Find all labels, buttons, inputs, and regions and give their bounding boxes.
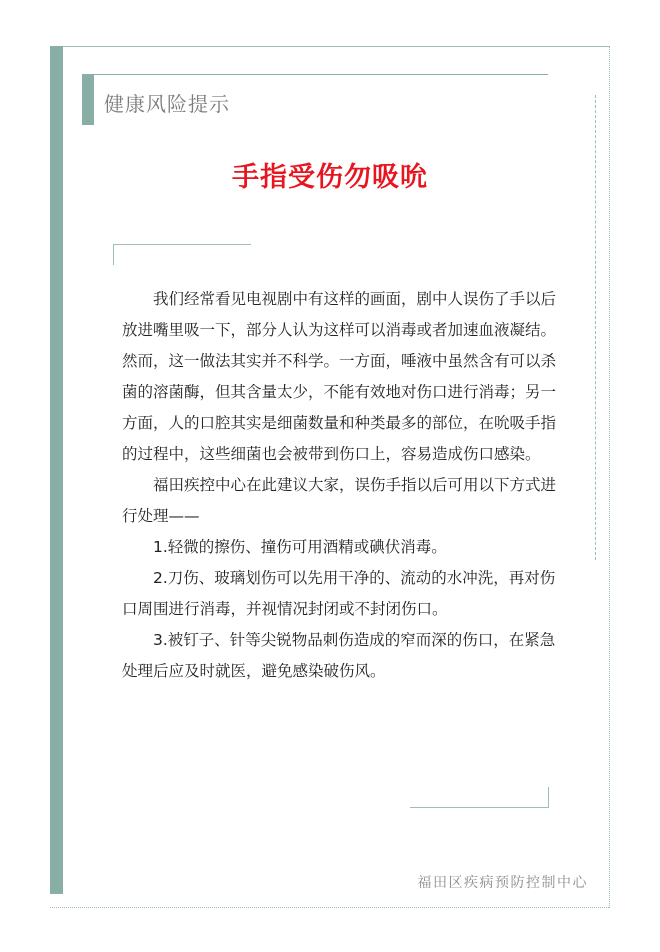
top-border-line bbox=[63, 46, 609, 47]
bottom-dotted-border bbox=[50, 907, 609, 908]
section-title: 健康风险提示 bbox=[104, 92, 230, 116]
section-header-line bbox=[94, 74, 548, 75]
advice-item-2: 2.刀伤、玻璃划伤可以先用干净的、流动的水冲洗，再对伤口周围进行消毒，并视情况封闭或不封闭伤口。 bbox=[122, 569, 556, 618]
page-title: 手指受伤勿吸吮 bbox=[232, 162, 428, 193]
advice-item-3: 3.被钉子、针等尖锐物品刺伤造成的窄而深的伤口，在紧急处理后应及时就医，避免感染破伤风。 bbox=[122, 631, 556, 680]
advice-item-1: 1.轻微的擦伤、撞伤可用酒精或碘伏消毒。 bbox=[153, 538, 447, 556]
footer-organization: 福田区疾病预防控制中心 bbox=[417, 875, 588, 891]
article-body bbox=[122, 284, 562, 687]
corner-bracket-bottom-right bbox=[410, 787, 549, 808]
corner-bracket-top-left bbox=[113, 244, 251, 265]
paragraph-advice: 福田疾控中心在此建议大家，误伤手指以后可用以下方式进行处理—— bbox=[122, 476, 557, 525]
section-tab-marker bbox=[82, 74, 94, 125]
paragraph-intro: 我们经常看见电视剧中有这样的画面，剧中人误伤了手以后放进嘴里吸一下，部分人认为这样可以消毒或者加速血液凝结。然而，这一做法其实并不科学。一方面，唾液中虽然含有可以杀菌的溶菌酶，但其含量太少，不能有效地对伤口进行消毒；另一方面，人的口腔其实是细菌数量和种类最多的部位，在吮吸手指的过程中，这些细菌也会被带到伤口上，容易造成伤口感染。 bbox=[122, 290, 557, 463]
